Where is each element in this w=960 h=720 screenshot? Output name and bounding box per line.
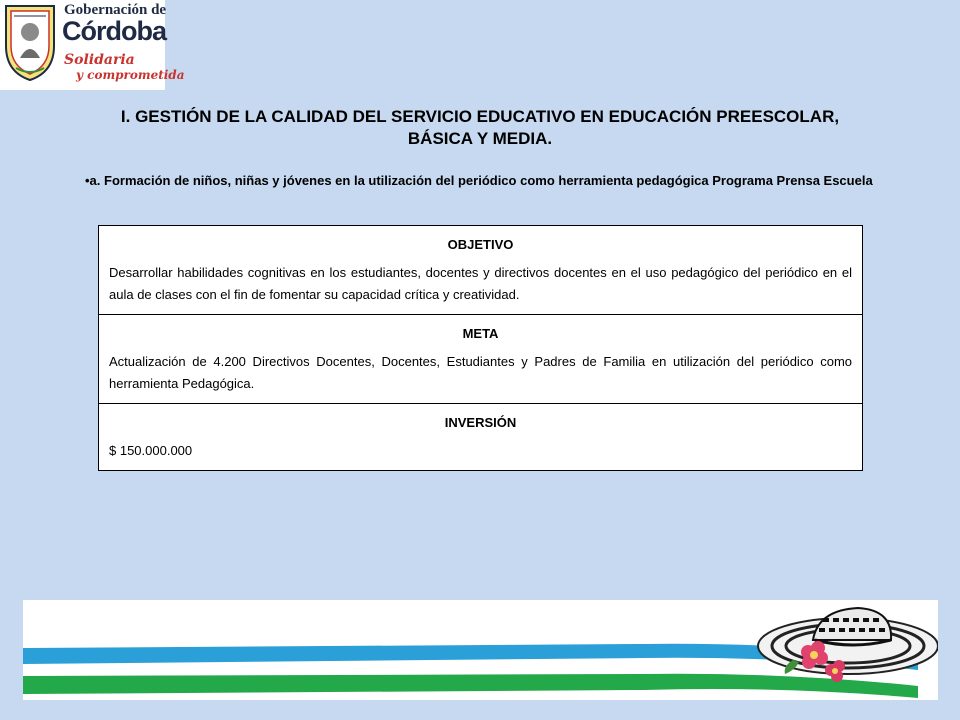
inversion-cell xyxy=(99,404,863,471)
program-info-table xyxy=(98,225,863,471)
logo-line-comprometida: y comprometida xyxy=(76,68,185,82)
logo-line-solidaria: Solidaria xyxy=(64,52,135,68)
logo-line-cordoba: Córdoba xyxy=(62,16,166,46)
table-row-meta xyxy=(99,315,863,404)
program-subtitle: •a. Formación de niños, niñas y jóvenes en la utilización del periódico como herramienta pedagógica Programa Prensa Escuela xyxy=(85,173,873,188)
table-row-inversion xyxy=(99,404,863,471)
banner-stripes xyxy=(23,600,938,700)
government-logo xyxy=(0,0,185,90)
logo-line-gobernacion: Gobernación de xyxy=(64,2,167,18)
coat-of-arms-icon xyxy=(2,2,58,82)
inversion-text: $ 150.000.000 xyxy=(109,442,193,458)
footer-banner xyxy=(23,600,938,700)
logo-wordmark xyxy=(62,0,185,90)
inversion-heading: INVERSIÓN xyxy=(444,414,517,430)
meta-cell xyxy=(99,315,863,404)
meta-heading: META xyxy=(462,325,499,341)
objetivo-text: Desarrollar habilidades cognitivas en los estudiantes, docentes y directivos docentes en el uso pedagógico del periódico en el aula de clases con el fin de fomentar su capacidad crítica y creatividad. xyxy=(109,264,852,302)
objetivo-heading: OBJETIVO xyxy=(447,236,514,252)
table-row-objetivo xyxy=(99,226,863,315)
meta-text: Actualización de 4.200 Directivos Docentes, Docentes, Estudiantes y Padres de Familia en utilización del periódico como herramienta Pedagógica. xyxy=(109,353,852,391)
objetivo-cell xyxy=(99,226,863,315)
page-title: I. GESTIÓN DE LA CALIDAD DEL SERVICIO EDUCATIVO EN EDUCACIÓN PREESCOLAR, BÁSICA Y MEDIA. xyxy=(120,107,840,148)
green-stripe xyxy=(23,674,918,698)
